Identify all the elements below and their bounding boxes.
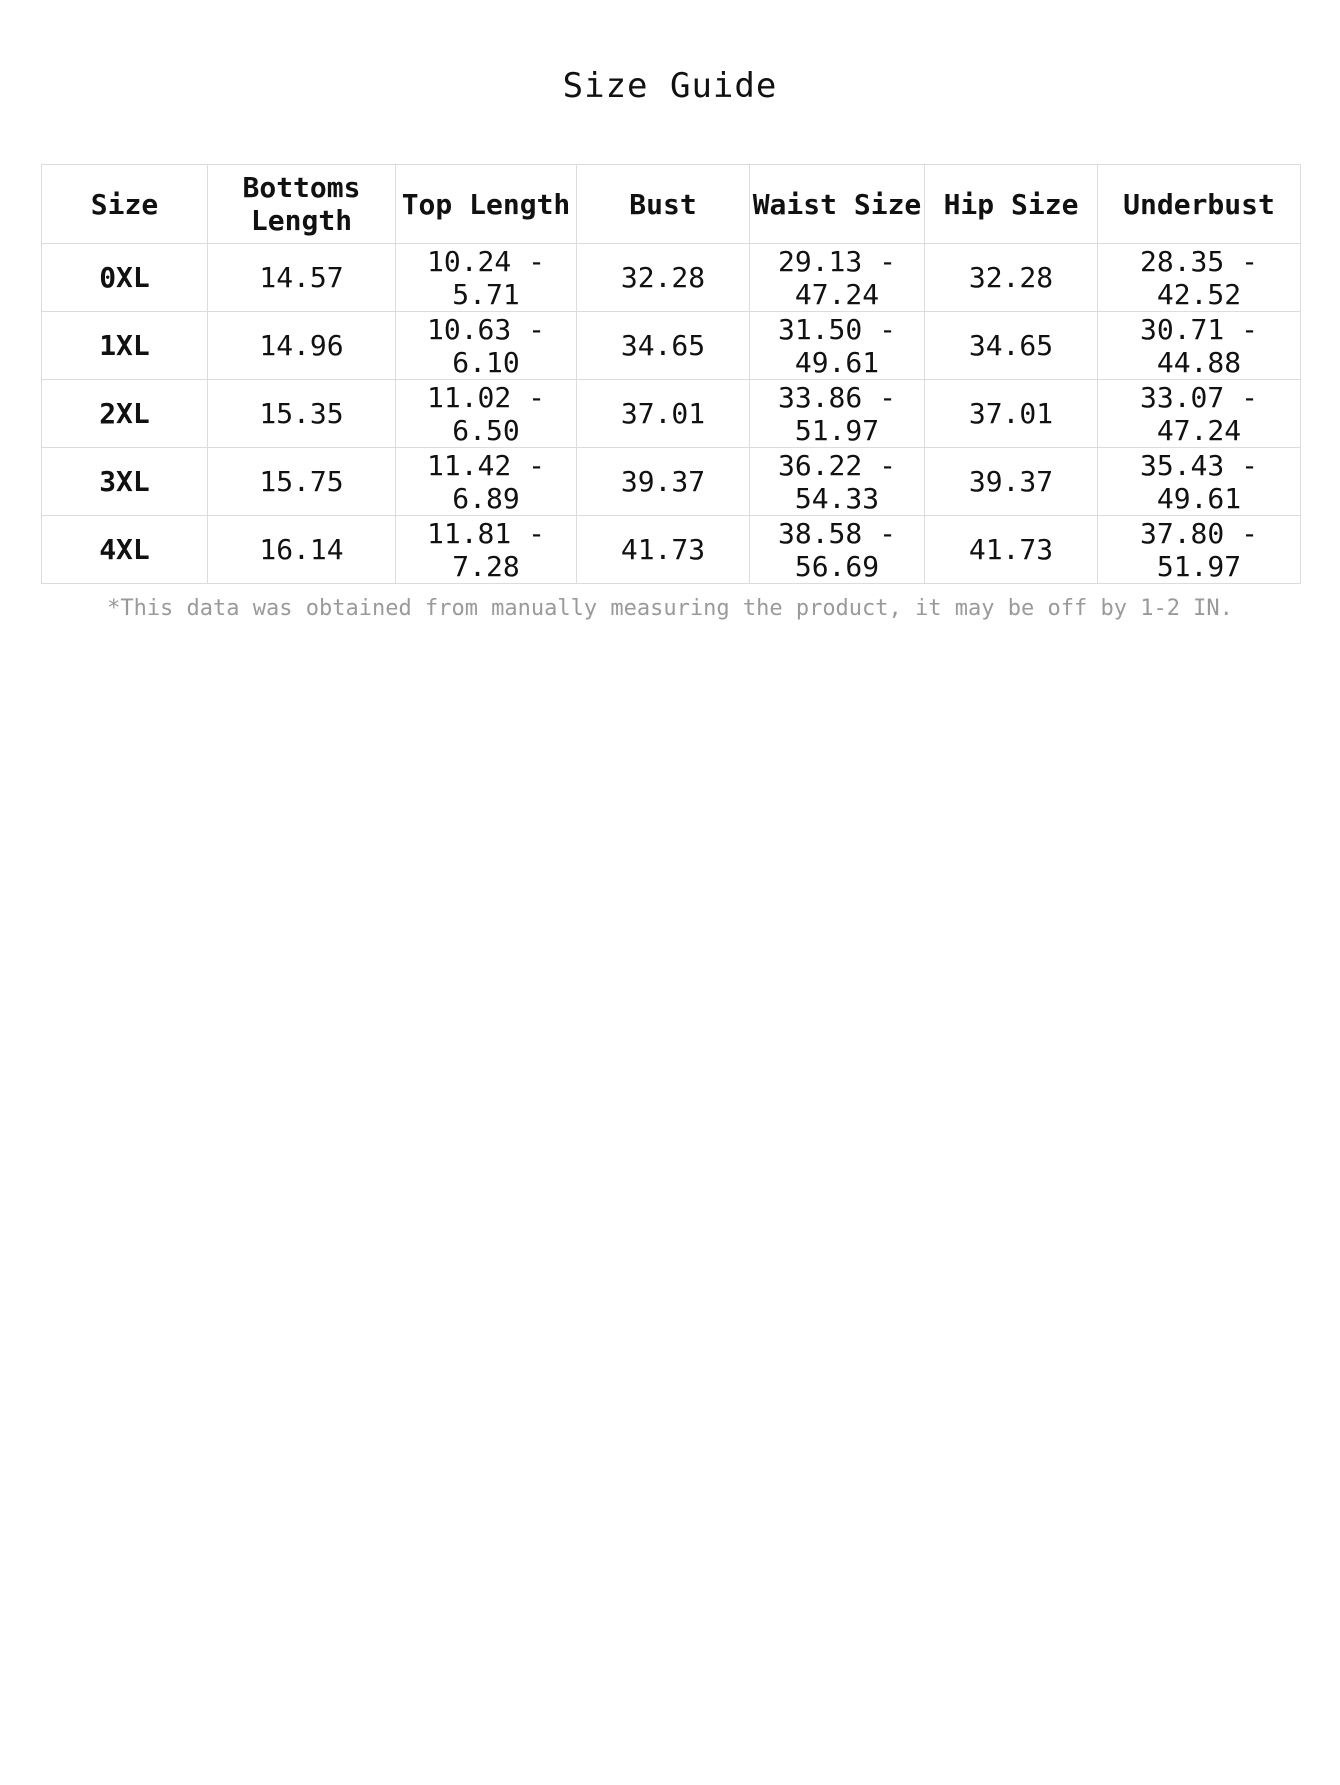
table-row	[42, 312, 1301, 380]
bust-cell: 37.01	[577, 380, 750, 448]
measurement-disclaimer: *This data was obtained from manually measuring the product, it may be off by 1-2 IN.	[107, 596, 1233, 621]
size-cell: 1XL	[42, 312, 208, 380]
waist-size-cell: 38.58 - 56.69	[750, 516, 925, 584]
page-title: Size Guide	[562, 66, 778, 106]
size-cell: 4XL	[42, 516, 208, 584]
bust-cell: 39.37	[577, 448, 750, 516]
hip-size-cell: 34.65	[925, 312, 1098, 380]
underbust-cell: 35.43 - 49.61	[1098, 448, 1301, 516]
waist-size-cell: 33.86 - 51.97	[750, 380, 925, 448]
size-cell: 2XL	[42, 380, 208, 448]
waist-size-cell: 36.22 - 54.33	[750, 448, 925, 516]
top-length-cell: 10.63 - 6.10	[396, 312, 577, 380]
size-cell: 3XL	[42, 448, 208, 516]
table-header-row	[42, 165, 1301, 244]
underbust-cell: 30.71 - 44.88	[1098, 312, 1301, 380]
column-header-size: Size	[42, 165, 208, 244]
column-header-bottoms-length: Bottoms Length	[208, 165, 396, 244]
hip-size-cell: 37.01	[925, 380, 1098, 448]
top-length-cell: 11.02 - 6.50	[396, 380, 577, 448]
bottoms-length-cell: 14.57	[208, 244, 396, 312]
table-row	[42, 380, 1301, 448]
column-header-bust: Bust	[577, 165, 750, 244]
waist-size-cell: 31.50 - 49.61	[750, 312, 925, 380]
table-row	[42, 244, 1301, 312]
bottoms-length-cell: 14.96	[208, 312, 396, 380]
underbust-cell: 33.07 - 47.24	[1098, 380, 1301, 448]
top-length-cell: 11.42 - 6.89	[396, 448, 577, 516]
bottoms-length-cell: 15.75	[208, 448, 396, 516]
underbust-cell: 37.80 - 51.97	[1098, 516, 1301, 584]
size-cell: 0XL	[42, 244, 208, 312]
waist-size-cell: 29.13 - 47.24	[750, 244, 925, 312]
bust-cell: 32.28	[577, 244, 750, 312]
top-length-cell: 10.24 - 5.71	[396, 244, 577, 312]
bust-cell: 41.73	[577, 516, 750, 584]
column-header-hip-size: Hip Size	[925, 165, 1098, 244]
bust-cell: 34.65	[577, 312, 750, 380]
hip-size-cell: 41.73	[925, 516, 1098, 584]
bottoms-length-cell: 16.14	[208, 516, 396, 584]
table-row	[42, 448, 1301, 516]
size-guide-table	[41, 164, 1301, 584]
column-header-underbust: Underbust	[1098, 165, 1301, 244]
top-length-cell: 11.81 - 7.28	[396, 516, 577, 584]
column-header-top-length: Top Length	[396, 165, 577, 244]
bottoms-length-cell: 15.35	[208, 380, 396, 448]
hip-size-cell: 39.37	[925, 448, 1098, 516]
column-header-waist-size: Waist Size	[750, 165, 925, 244]
underbust-cell: 28.35 - 42.52	[1098, 244, 1301, 312]
table-row	[42, 516, 1301, 584]
hip-size-cell: 32.28	[925, 244, 1098, 312]
